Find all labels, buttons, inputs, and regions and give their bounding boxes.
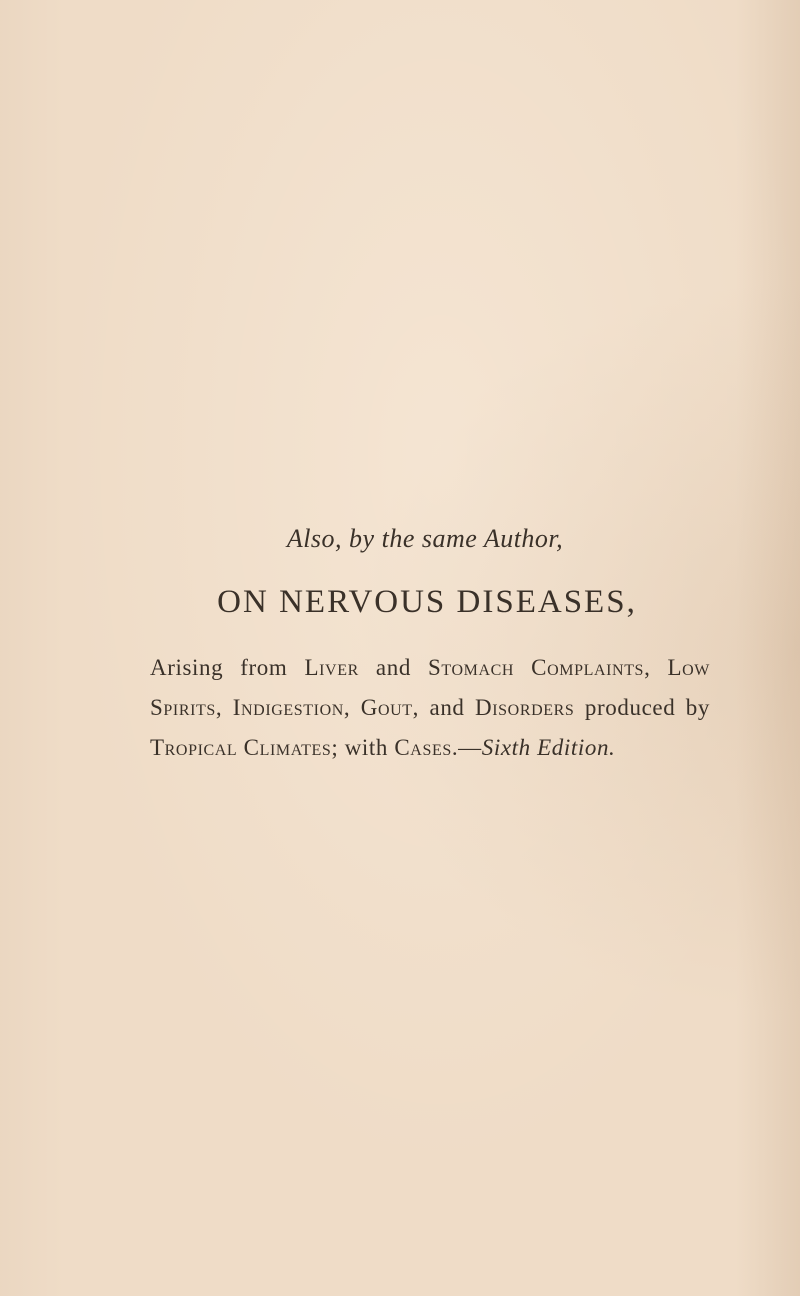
- text-small-caps: Stomach: [428, 655, 515, 680]
- edition-text: Sixth Edition.: [481, 735, 616, 760]
- text-small-caps: Gout: [360, 695, 413, 720]
- text-small-caps: Liver: [304, 655, 359, 680]
- text: ,: [644, 655, 668, 680]
- text: ,: [343, 695, 361, 720]
- text: [514, 655, 531, 680]
- text-small-caps: Disorders: [475, 695, 575, 720]
- text: Arising from: [150, 655, 305, 680]
- text: ,: [215, 695, 233, 720]
- text: ; with: [331, 735, 395, 760]
- text-small-caps: Low: [667, 655, 711, 680]
- show-through-texture: [320, 280, 720, 480]
- text-small-caps: Tropical: [150, 735, 238, 760]
- description-line-2: [150, 688, 710, 728]
- text-small-caps: Complaints: [531, 655, 645, 680]
- text-small-caps: Spirits: [150, 695, 216, 720]
- also-by-author-line: Also, by the same Author,: [286, 524, 564, 553]
- text: produced by: [574, 695, 710, 720]
- text-small-caps: Cases: [394, 735, 452, 760]
- text-small-caps: Indigestion: [232, 695, 344, 720]
- description-line-1: [150, 648, 710, 688]
- text: , and: [412, 695, 476, 720]
- text: .—: [451, 735, 482, 760]
- text-small-caps: Climates: [243, 735, 332, 760]
- text: and: [358, 655, 429, 680]
- book-title: ON NERVOUS DISEASES,: [217, 584, 637, 620]
- description-line-3: [150, 728, 710, 768]
- book-description: [150, 648, 710, 768]
